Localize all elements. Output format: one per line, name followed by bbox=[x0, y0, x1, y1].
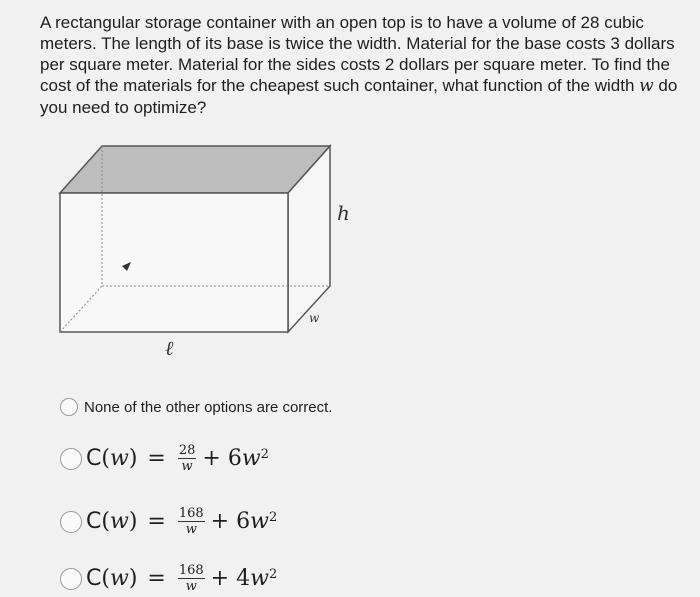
option-cost-function-3[interactable] bbox=[60, 564, 277, 593]
label-length: ℓ bbox=[165, 336, 174, 360]
question-variable: w bbox=[639, 76, 654, 96]
box-top-face bbox=[60, 146, 330, 193]
box-front-face bbox=[60, 193, 288, 332]
radio-option-3[interactable] bbox=[60, 511, 82, 533]
radio-option-1[interactable] bbox=[60, 398, 78, 416]
option-4-formula: C ( w ) = $\frac{168}{w}$ + 4 w $^2$ bbox=[86, 563, 278, 594]
option-cost-function-1[interactable] bbox=[60, 444, 269, 473]
radio-option-2[interactable] bbox=[60, 448, 82, 470]
option-3-formula: C ( w ) = $\frac{168}{w}$ + 6 w $^2$ bbox=[86, 506, 278, 537]
label-width: w bbox=[309, 311, 320, 325]
question-text-part2: do you need to optimize? bbox=[40, 76, 678, 117]
question-text-part1: A rectangular storage container with an open top is to have a volume of 28 cubic meters. The length of its base is twice the width. Material for the base costs 3 dollars per square meter. Material for the sides costs 2 dollars per square meter. To find the cost of the materials for the cheapest such container, what function of the width bbox=[40, 13, 675, 95]
option-3-fraction: $\frac{168}{w}$ bbox=[178, 506, 204, 537]
radio-option-4[interactable] bbox=[60, 568, 82, 590]
option-cost-function-2[interactable] bbox=[60, 507, 277, 536]
label-height: h bbox=[337, 201, 350, 225]
option-2-fraction: $\frac{28}{w}$ bbox=[178, 443, 196, 474]
option-1-label: None of the other options are correct. bbox=[84, 398, 333, 416]
option-2-formula: C ( w ) = $\frac{28}{w}$ + 6 w $^2$ bbox=[86, 443, 269, 474]
option-none-correct[interactable] bbox=[60, 398, 332, 416]
option-4-fraction: $\frac{168}{w}$ bbox=[178, 563, 204, 594]
